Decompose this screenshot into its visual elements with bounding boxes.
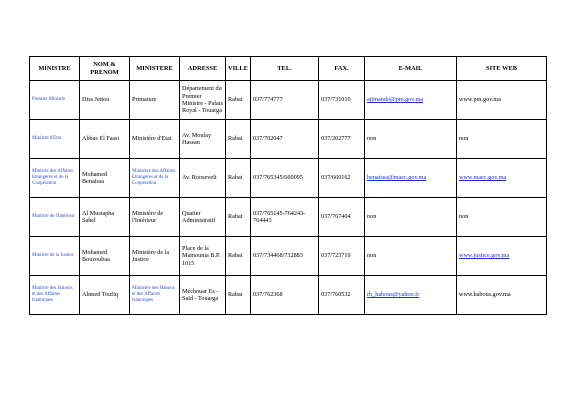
fax-cell: 037/202777 [319,120,365,159]
ministre-cell: Ministre des Habous et des Affaires Islamiques [30,276,80,315]
ville-cell: Rabat [226,120,251,159]
ministere-cell: Ministère d'Etat [130,120,180,159]
ministre-cell: Premier Ministre [30,81,80,120]
ministere-cell: Ministère des Affaires Etrangères et de la Coopération [130,159,180,198]
nom-prenom-cell: Ahmed Toufiq [80,276,130,315]
adresse-cell: Place de la Mamounia B.P. 1015 [180,237,226,276]
nom-prenom-cell: Mohamed Bouzoubaa [80,237,130,276]
tel-cell: 037/774777 [251,81,319,120]
ville-cell: Rabat [226,81,251,120]
tel-cell: 037/734468/732883 [251,237,319,276]
email-link[interactable]: ajtinando@pm.gov.ma [367,96,424,104]
fax-cell: 037/731010 [319,81,365,120]
ministere-cell: Primature [130,81,180,120]
email-cell [365,276,457,315]
header-site-web: SITE WEB [457,57,547,81]
ville-cell: Rabat [226,159,251,198]
ministre-cell: Ministre des Affaires Etrangères et de la Coopération [30,159,80,198]
site-link[interactable]: www.justice.gov.ma [459,252,510,260]
site-web-cell: www.habous.gov.ma [457,276,547,315]
fax-cell: 037/767404 [319,198,365,237]
ministre-cell: Ministre de la Justice [30,237,80,276]
email-cell: non [365,120,457,159]
table-row [30,120,547,159]
tel-cell: 037/702047 [251,120,319,159]
adresse-cell: Av. Roosevelt [180,159,226,198]
tel-cell: 037/762368 [251,276,319,315]
fax-cell: 037/660162 [319,159,365,198]
email-cell [365,81,457,120]
ministere-cell: Ministère de l'Intérieur [130,198,180,237]
header-email: E-MAIL [365,57,457,81]
header-tel: TEL. [251,57,319,81]
adresse-cell: Quatier Administratif [180,198,226,237]
ministere-cell: Ministère des Habous et des Affaires Islamiques [130,276,180,315]
nom-prenom-cell: Mohamed Benaissa [80,159,130,198]
email-cell: non [365,198,457,237]
header-ministere: MINISTERE [130,57,180,81]
email-link[interactable]: rh_habous@yahoo.fr [367,291,420,299]
adresse-cell: Méchouar Es - Saïd - Touarga [180,276,226,315]
ville-cell: Rabat [226,276,251,315]
header-ville: VILLE [226,57,251,81]
site-web-cell: non [457,120,547,159]
site-web-cell [457,159,547,198]
nom-prenom-cell: Abbas El Fassi [80,120,130,159]
site-web-cell: www.pm.gov.ma [457,81,547,120]
ministre-cell: Ministre d'Etat [30,120,80,159]
nom-prenom-cell: Diss Jettou [80,81,130,120]
email-cell: non [365,237,457,276]
header-ministre: MINISTRE [30,57,80,81]
email-cell [365,159,457,198]
site-web-cell: non [457,198,547,237]
adresse-cell: Département du Premier Ministre - Palais Royal - Touarga [180,81,226,120]
ministere-cell: Ministère de la Justice [130,237,180,276]
tel-cell: 037/765145-764243-764443 [251,198,319,237]
email-link[interactable]: benaissa@maec.gov.ma [367,174,427,182]
adresse-cell: Av. Moulay Hassan [180,120,226,159]
fax-cell: 037/723710 [319,237,365,276]
table-row [30,81,547,120]
header-adresse: ADRESSE [180,57,226,81]
table-row [30,237,547,276]
ministre-cell: Ministre de l'Intérieur [30,198,80,237]
table-row [30,276,547,315]
tel-cell: 037/765345/660095 [251,159,319,198]
nom-prenom-cell: Al Mustapha Sahel [80,198,130,237]
header-row [30,57,547,81]
ministers-table [29,56,547,315]
table-row [30,159,547,198]
header-fax: FAX. [319,57,365,81]
ville-cell: Rabat [226,198,251,237]
fax-cell: 037/760532 [319,276,365,315]
header-nom-prenom: NOM & PRENOM [80,57,130,81]
ville-cell: Rabat [226,237,251,276]
site-link[interactable]: www.maec.gov.ma [459,174,507,182]
table-row [30,198,547,237]
site-web-cell [457,237,547,276]
